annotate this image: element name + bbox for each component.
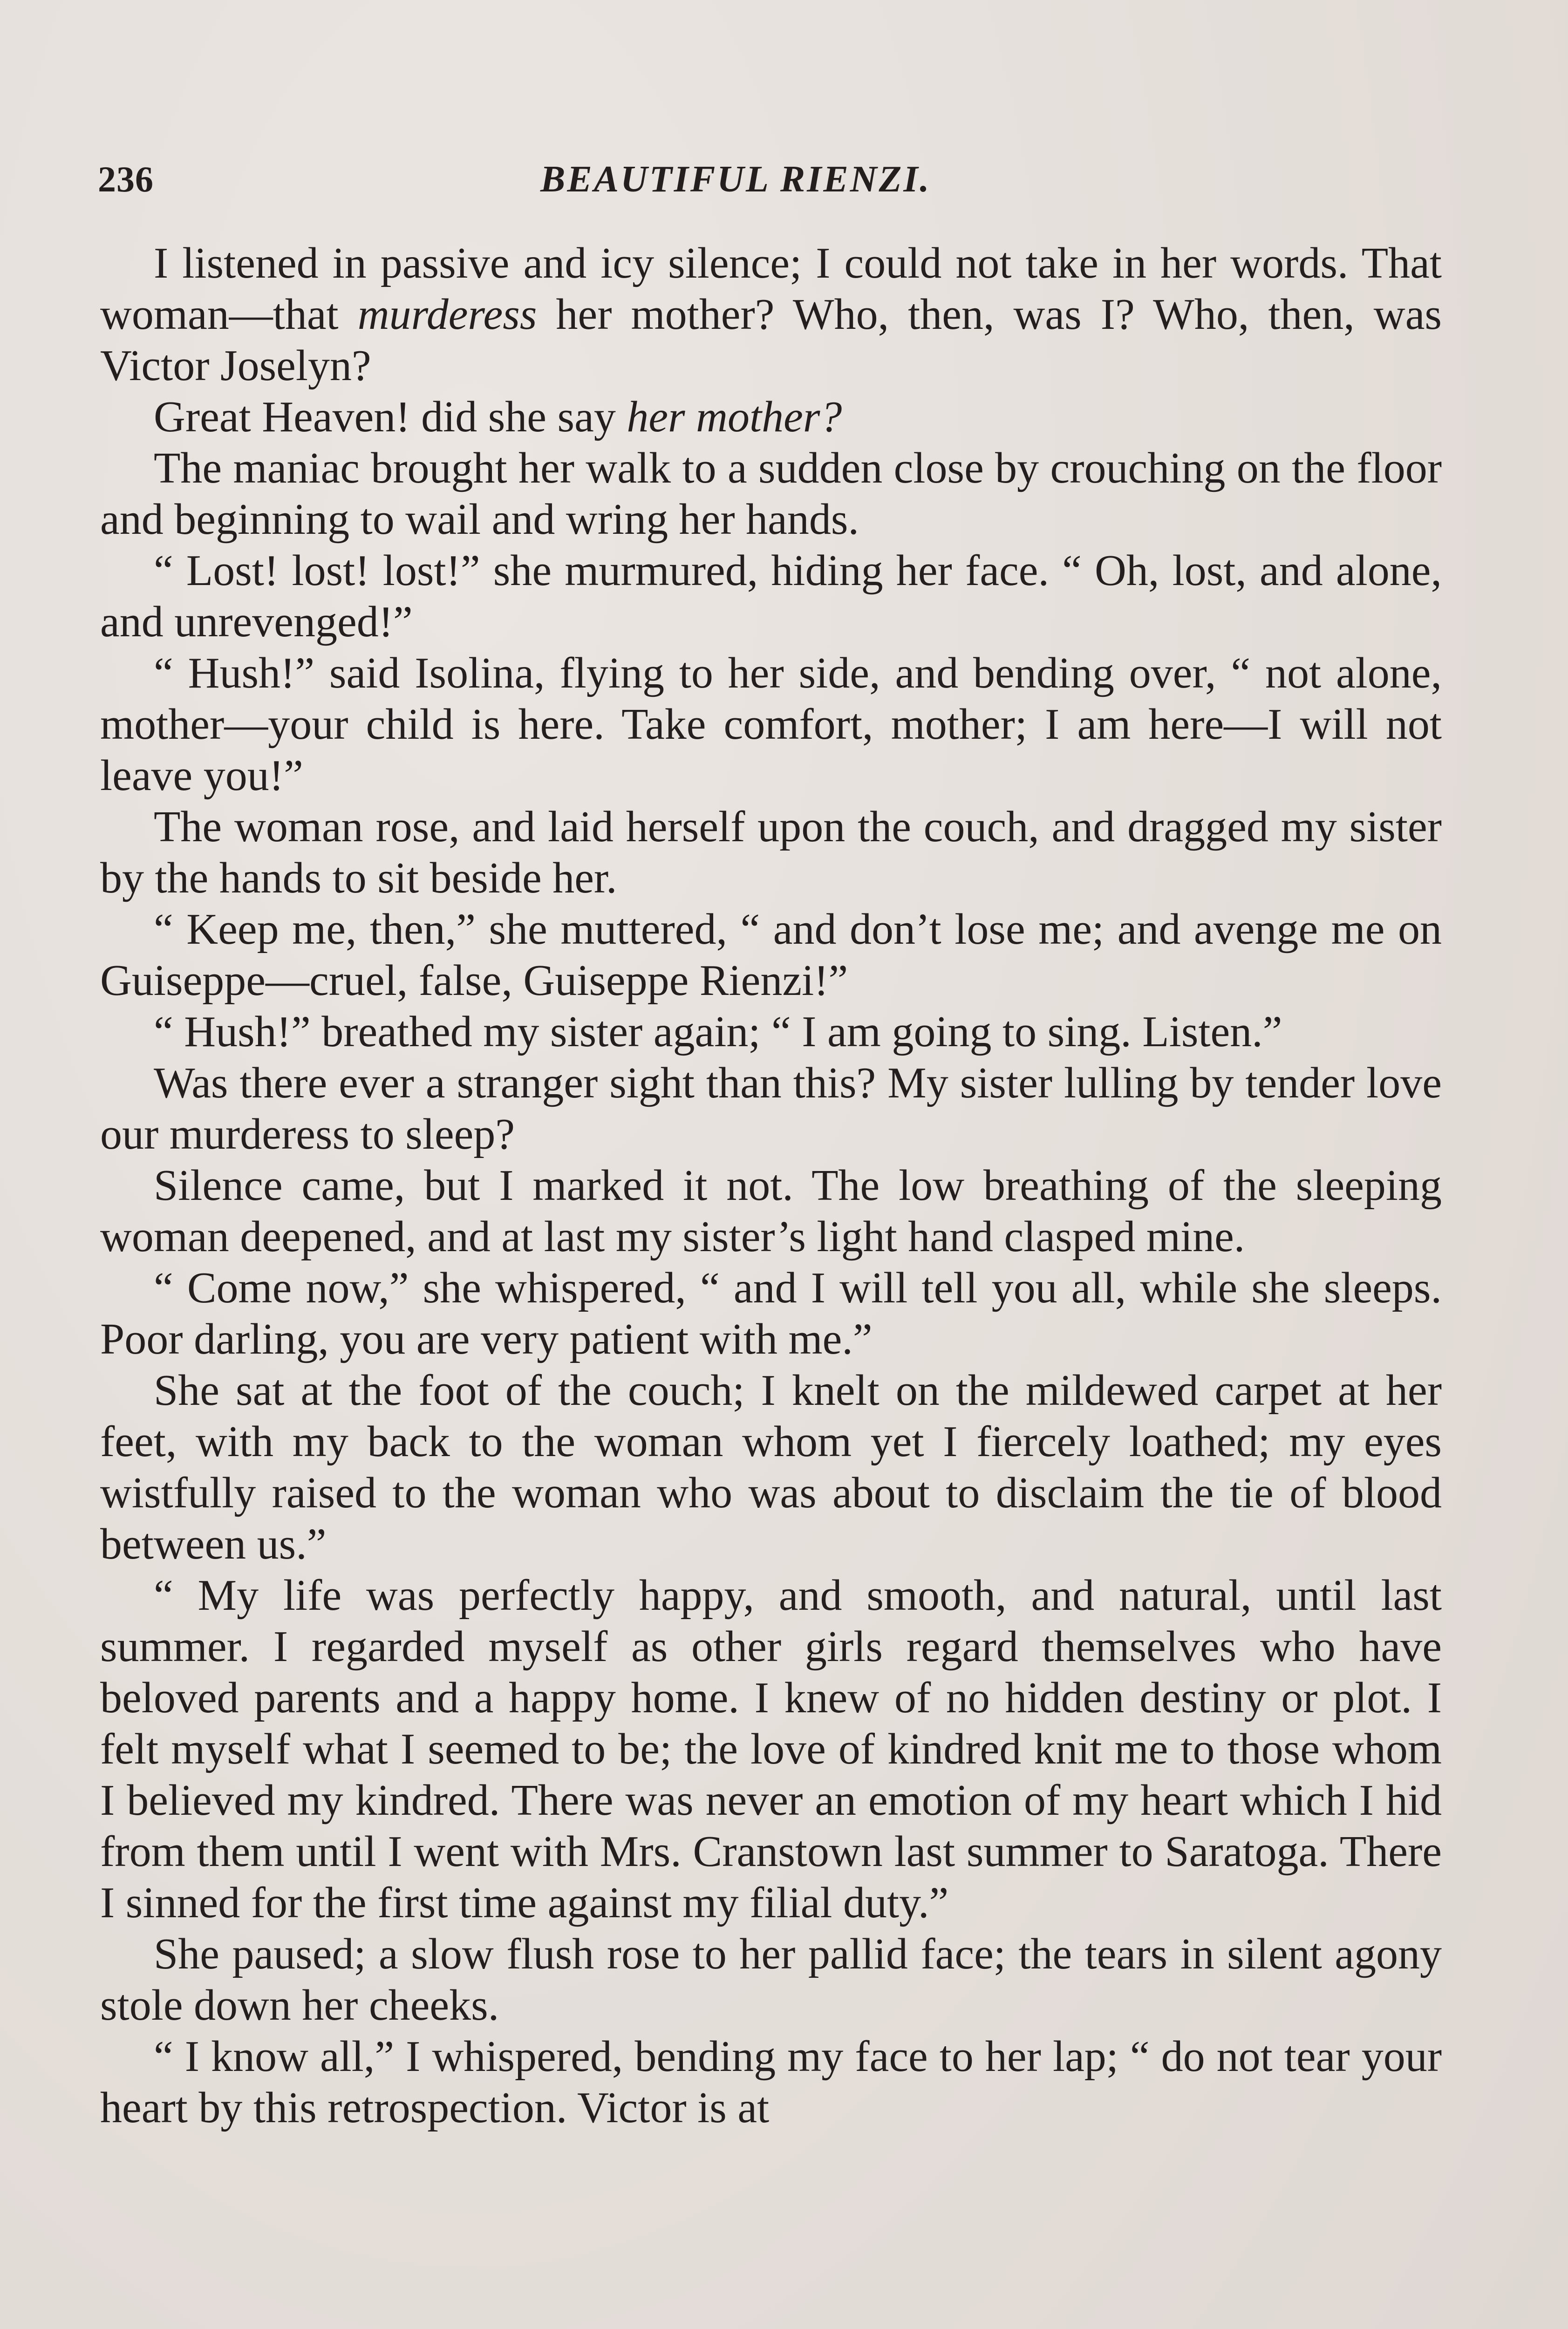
paragraph: The woman rose, and laid herself upon the couch, and dragged my sister by the hands to sit beside her.: [100, 803, 1442, 902]
italic-phrase: her mother?: [627, 393, 842, 441]
paragraph: She paused; a slow flush rose to her pallid face; the tears in silent agony stole down her cheeks.: [100, 1930, 1442, 2029]
italic-word: murderess: [357, 290, 537, 339]
paragraph: Silence came, but I marked it not. The low breathing of the sleeping woman deepened, and at last my sister’s light hand clasped mine.: [100, 1161, 1442, 1261]
paragraph: “ Come now,” she whispered, “ and I will tell you all, while she sleeps. Poor darling, you are very patient with me.”: [100, 1264, 1442, 1363]
paragraph: I listened in passive and icy silence; I could not take in her words. That woman—that murderess her mother? Who, then, was I? Who, then, was Victor Joselyn?: [100, 239, 1442, 390]
paragraph: She sat at the foot of the couch; I knelt on the mildewed carpet at her feet, with my back to the woman whom yet I fiercely loathed; my eyes wistfully raised to the woman who was about to disclaim the tie of blood between us.”: [100, 1366, 1442, 1568]
paragraph: “ Lost! lost! lost!” she murmured, hiding her face. “ Oh, lost, and alone, and unrevenged!”: [100, 546, 1442, 646]
page-number: 236: [98, 159, 154, 199]
paragraph: “ Keep me, then,” she muttered, “ and don’t lose me; and avenge me on Guiseppe—cruel, false, Guiseppe Rienzi!”: [100, 905, 1442, 1005]
paragraph: Was there ever a stranger sight than this? My sister lulling by tender love our murderess to sleep?: [100, 1059, 1442, 1158]
body-text: [100, 238, 1442, 2133]
paragraph: “ Hush!” said Isolina, flying to her side, and bending over, “ not alone, mother—your child is here. Take comfort, mother; I am here—I will not leave you!”: [100, 649, 1442, 800]
running-head: [98, 158, 1449, 219]
paragraph: “ I know all,” I whispered, bending my face to her lap; “ do not tear your heart by this retrospection. Victor is at: [100, 2032, 1442, 2132]
paragraph: Great Heaven! did she say her mother?: [154, 393, 842, 441]
paragraph: “ My life was perfectly happy, and smooth, and natural, until last summer. I regarded myself as other girls regard themselves who have beloved parents and a happy home. I knew of no hidden destiny or plot. I felt myself what I seemed to be; the love of kindred knit me to those whom I believed my kindred. There was never an emotion of my heart which I hid from them until I went with Mrs. Cranstown last summer to Saratoga. There I sinned for the first time against my filial duty.”: [100, 1571, 1442, 1927]
book-title: BEAUTIFUL RIENZI.: [540, 159, 931, 200]
paragraph: The maniac brought her walk to a sudden close by crouching on the floor and beginning to wail and wring her hands.: [100, 444, 1442, 544]
paragraph: “ Hush!” breathed my sister again; “ I am going to sing. Listen.”: [154, 1008, 1282, 1056]
